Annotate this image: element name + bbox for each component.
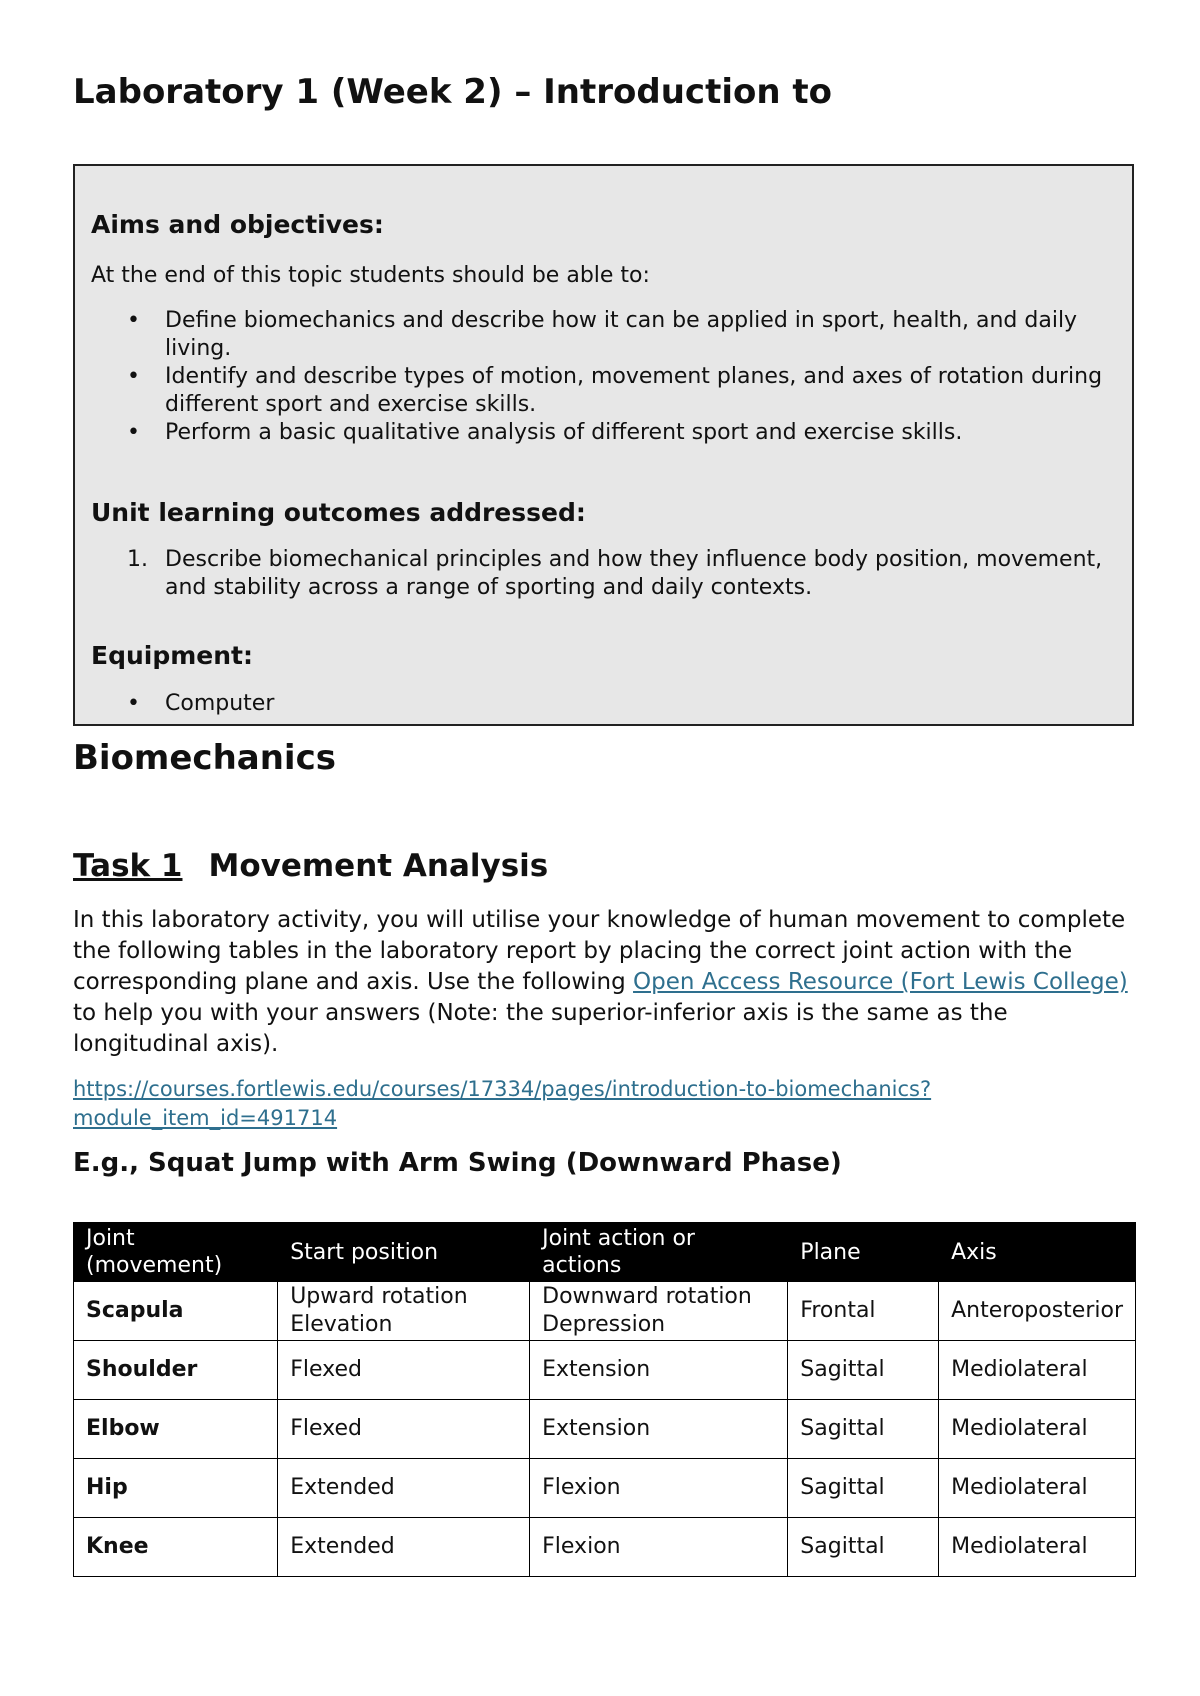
aims-item-text: Perform a basic qualitative analysis of different sport and exercise skills. bbox=[165, 420, 963, 445]
joint-action-cell: Downward rotation Depression bbox=[530, 1282, 788, 1341]
plane-cell: Sagittal bbox=[788, 1341, 939, 1400]
intro-text: In this laboratory activity, you will utilise your knowledge of human movement to complete the following tables in the laboratory report by placing the correct joint action with the corresponding plane and axis. Use the following bbox=[73, 907, 1126, 995]
outcomes-list bbox=[91, 546, 1118, 602]
column-header: Plane bbox=[788, 1223, 939, 1282]
axis-cell: Mediolateral bbox=[939, 1459, 1136, 1518]
plane-cell: Sagittal bbox=[788, 1518, 939, 1577]
resource-url[interactable] bbox=[73, 1075, 931, 1133]
joint-action-cell: Flexion bbox=[530, 1459, 788, 1518]
aims-item bbox=[91, 307, 1118, 363]
joint-action-cell: Extension bbox=[530, 1341, 788, 1400]
outcomes-heading: Unit learning outcomes addressed: bbox=[91, 498, 586, 527]
start-position-cell: Upward rotation Elevation bbox=[278, 1282, 530, 1341]
aims-item bbox=[91, 419, 1118, 447]
objectives-box bbox=[73, 164, 1134, 726]
aims-item-text: Define biomechanics and describe how it can be applied in sport, health, and daily living. bbox=[165, 308, 1078, 361]
equipment-item-text: Computer bbox=[165, 691, 275, 716]
joint-cell: Knee bbox=[74, 1518, 278, 1577]
column-header: Joint (movement) bbox=[74, 1223, 278, 1282]
task-heading bbox=[73, 848, 548, 884]
joint-cell: Shoulder bbox=[74, 1341, 278, 1400]
column-header: Joint action or actions bbox=[530, 1223, 788, 1282]
column-header: Axis bbox=[939, 1223, 1136, 1282]
page-title-continued: Biomechanics bbox=[73, 738, 336, 778]
aims-item-text: Identify and describe types of motion, movement planes, and axes of rotation during different sport and exercise skills. bbox=[165, 364, 1103, 417]
task-intro bbox=[73, 905, 1138, 1060]
resource-url-line[interactable]: module_item_id=491714 bbox=[73, 1106, 338, 1130]
axis-cell: Anteroposterior bbox=[939, 1282, 1136, 1341]
intro-text-end: to help you with your answers (Note: the superior-inferior axis is the same as the longitudinal axis). bbox=[73, 1000, 1008, 1057]
open-access-resource-link[interactable]: Open Access Resource (Fort Lewis College) bbox=[633, 969, 1128, 995]
bullet-icon: • bbox=[127, 364, 140, 389]
start-position-cell: Flexed bbox=[278, 1400, 530, 1459]
column-header: Start position bbox=[278, 1223, 530, 1282]
task-number: Task 1 bbox=[73, 848, 183, 884]
table-row bbox=[74, 1400, 1136, 1459]
joint-cell: Hip bbox=[74, 1459, 278, 1518]
aims-intro: At the end of this topic students should be able to: bbox=[91, 263, 650, 288]
start-position-cell: Extended bbox=[278, 1459, 530, 1518]
task-name: Movement Analysis bbox=[208, 848, 549, 884]
equipment-heading: Equipment: bbox=[91, 641, 253, 670]
aims-item bbox=[91, 363, 1118, 419]
table-header-row bbox=[74, 1223, 1136, 1282]
outcome-number: 1. bbox=[127, 547, 148, 572]
plane-cell: Sagittal bbox=[788, 1400, 939, 1459]
bullet-icon: • bbox=[127, 308, 140, 333]
page-title: Laboratory 1 (Week 2) – Introduction to bbox=[73, 72, 833, 112]
joint-action-cell: Flexion bbox=[530, 1518, 788, 1577]
outcome-text: Describe biomechanical principles and how they influence body position, movement, and stability across a range of sporting and daily contexts. bbox=[165, 547, 1103, 600]
start-position-cell: Extended bbox=[278, 1518, 530, 1577]
equipment-list bbox=[91, 690, 1118, 718]
joint-action-cell: Extension bbox=[530, 1400, 788, 1459]
table-row bbox=[74, 1341, 1136, 1400]
table-row bbox=[74, 1282, 1136, 1341]
bullet-icon: • bbox=[127, 420, 140, 445]
joint-cell: Scapula bbox=[74, 1282, 278, 1341]
equipment-item bbox=[91, 690, 1118, 718]
axis-cell: Mediolateral bbox=[939, 1518, 1136, 1577]
joint-cell: Elbow bbox=[74, 1400, 278, 1459]
aims-list bbox=[91, 307, 1118, 447]
plane-cell: Frontal bbox=[788, 1282, 939, 1341]
table-row bbox=[74, 1518, 1136, 1577]
axis-cell: Mediolateral bbox=[939, 1341, 1136, 1400]
table-row bbox=[74, 1459, 1136, 1518]
axis-cell: Mediolateral bbox=[939, 1400, 1136, 1459]
example-heading: E.g., Squat Jump with Arm Swing (Downward Phase) bbox=[73, 1148, 842, 1178]
aims-heading: Aims and objectives: bbox=[91, 210, 384, 239]
resource-url-line[interactable]: https://courses.fortlewis.edu/courses/17334/pages/introduction-to-biomechanics? bbox=[73, 1077, 932, 1101]
start-position-cell: Flexed bbox=[278, 1341, 530, 1400]
movement-table bbox=[73, 1222, 1136, 1577]
plane-cell: Sagittal bbox=[788, 1459, 939, 1518]
outcome-item bbox=[91, 546, 1118, 602]
bullet-icon: • bbox=[127, 691, 140, 716]
